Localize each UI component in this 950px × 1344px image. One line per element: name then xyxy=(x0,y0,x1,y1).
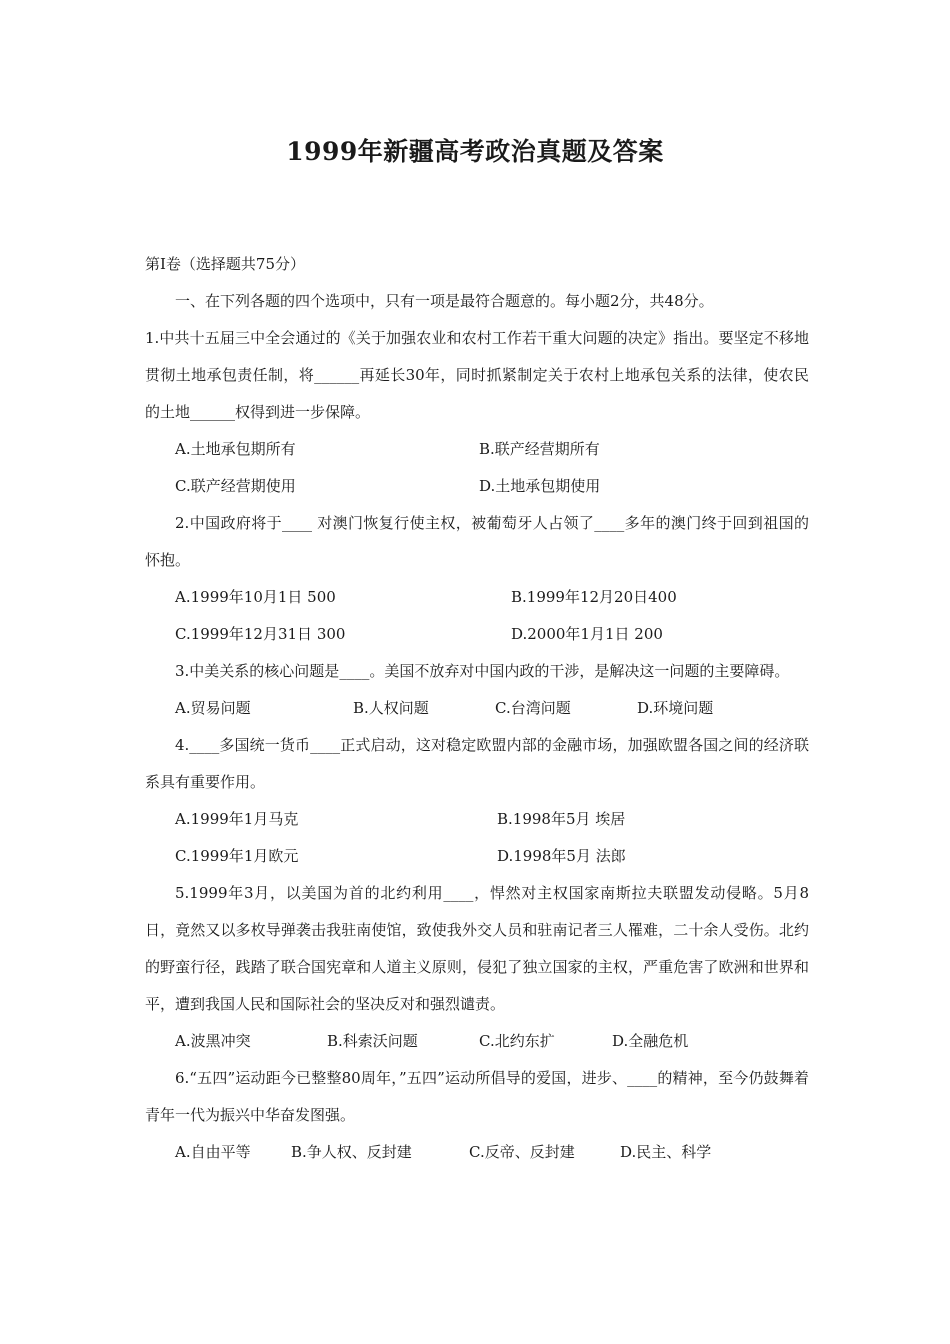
q3-option-a: A.贸易问题 xyxy=(175,699,251,717)
instruction: 一、在下列各题的四个选项中，只有一项是最符合题意的。每小题2分，共48分。 xyxy=(175,292,714,310)
q4-option-c: C.1999年1月欧元 xyxy=(175,847,299,865)
q1-option-d: D.土地承包期使用 xyxy=(479,477,601,495)
q6-option-b: B.争人权、反封建 xyxy=(291,1143,412,1161)
q4-option-a: A.1999年1月马克 xyxy=(175,810,299,828)
question-6-options xyxy=(145,1134,809,1171)
q2-option-c: C.1999年12月31日 300 xyxy=(175,625,346,643)
q2-option-a: A.1999年10月1日 500 xyxy=(175,588,336,606)
section-header: 第Ⅰ卷（选择题共75分） xyxy=(145,255,306,273)
document-body xyxy=(145,246,809,1171)
question-4-options-row-2 xyxy=(145,838,809,875)
q6-option-d: D.民主、科学 xyxy=(620,1143,712,1161)
question-5: 5.1999年3月，以美国为首的北约利用____，悍然对主权国家南斯拉夫联盟发动侵略。5月8日，竟然又以多枚导弹袭击我驻南使馆，致使我外交人员和驻南记者三人罹难，二十余人受伤。北约的野蛮行径，践踏了联合国宪章和人道主义原则，侵犯了独立国家的主权，严重危害了欧洲和世界和平，遭到我国人民和国际社会的坚决反对和强烈谴责。 xyxy=(145,884,809,1013)
q4-option-b: B.1998年5月 埃居 xyxy=(497,810,626,828)
question-2-options-row-1 xyxy=(145,579,809,616)
question-5-options xyxy=(145,1023,809,1060)
q2-option-b: B.1999年12月20日400 xyxy=(511,588,677,606)
page-title: 1999年新疆高考政治真题及答案 xyxy=(286,137,664,166)
q2-option-d: D.2000年1月1日 200 xyxy=(511,625,663,643)
q3-option-b: B.人权问题 xyxy=(353,699,429,717)
q5-option-c: C.北约东扩 xyxy=(479,1032,555,1050)
q1-option-b: B.联产经营期所有 xyxy=(479,440,600,458)
question-2-options-row-2 xyxy=(145,616,809,653)
q1-option-a: A.土地承包期所有 xyxy=(175,440,296,458)
q4-option-d: D.1998年5月 法郎 xyxy=(497,847,626,865)
q5-option-a: A.波黑冲突 xyxy=(175,1032,251,1050)
question-6: 6.“五四”运动距今已整整80周年，”五四”运动所倡导的爱国，进步、____的精神，至今仍鼓舞着青年一代为振兴中华奋发图强。 xyxy=(145,1069,809,1124)
q5-option-d: D.全融危机 xyxy=(612,1032,689,1050)
q3-option-c: C.台湾问题 xyxy=(495,699,571,717)
question-2: 2.中国政府将于____ 对澳门恢复行使主权，被葡萄牙人占领了____多年的澳门终于回到祖国的怀抱。 xyxy=(145,514,809,569)
question-4-options-row-1 xyxy=(145,801,809,838)
q1-option-c: C.联产经营期使用 xyxy=(175,477,296,495)
question-1-options-row-1 xyxy=(145,431,809,468)
question-4: 4.____多国统一货币____正式启动，这对稳定欧盟内部的金融市场，加强欧盟各国之间的经济联系具有重要作用。 xyxy=(145,736,809,791)
question-3-options xyxy=(145,690,809,727)
q6-option-c: C.反帝、反封建 xyxy=(469,1143,575,1161)
question-1-options-row-2 xyxy=(145,468,809,505)
q6-option-a: A.自由平等 xyxy=(175,1143,251,1161)
q3-option-d: D.环境问题 xyxy=(637,699,714,717)
question-3: 3.中美关系的核心问题是____。美国不放弃对中国内政的干涉，是解决这一问题的主要障碍。 xyxy=(175,662,790,680)
question-1: 1.中共十五届三中全会通过的《关于加强农业和农村工作若干重大问题的决定》指出。要坚定不移地贯彻土地承包责任制，将______再延长30年，同时抓紧制定关于农村上地承包关系的法律，使农民的土地______权得到进一步保障。 xyxy=(145,329,809,421)
q5-option-b: B.科索沃问题 xyxy=(327,1032,418,1050)
